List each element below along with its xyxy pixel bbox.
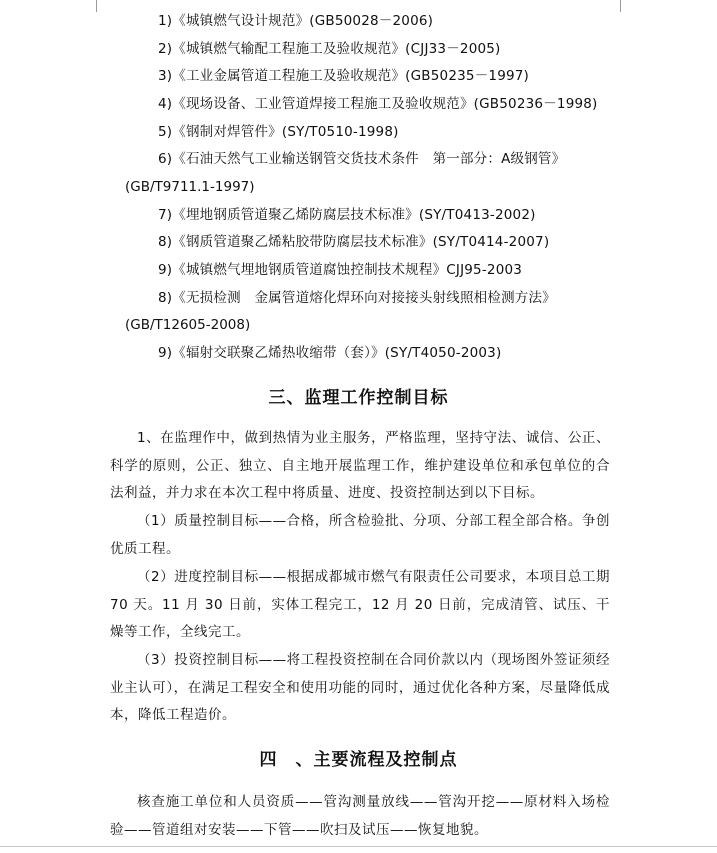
paragraph: （3）投资控制目标——将工程投资控制在合同价款以内（现场图外签证须经业主认可），在满足工程安全和使用功能的同时，通过优化各种方案，尽量降低成本，降低工程造价。 [110, 652, 610, 723]
list-item-number: 9) [158, 262, 173, 278]
list-item-number: 8) [158, 290, 173, 306]
list-item-text: 《城镇燃气输配工程施工及验收规范》(CJJ33－2005) [172, 41, 501, 57]
paragraph: （1）质量控制目标——合格，所含检验批、分项、分部工程全部合格。争创优质工程。 [110, 513, 610, 557]
section-heading: 四 、主要流程及控制点 [259, 750, 458, 770]
list-item [158, 39, 501, 59]
list-item-number: 1) [158, 13, 173, 29]
list-item-number: 4) [158, 96, 173, 112]
list-item [158, 122, 399, 142]
list-item [158, 288, 556, 308]
list-item-number: 3) [158, 68, 173, 84]
list-item-number: 5) [158, 124, 173, 140]
list-item-number: 2) [158, 41, 173, 57]
list-item [158, 343, 501, 363]
list-item-number: 7) [158, 207, 173, 223]
list-item-text: 《钢质管道聚乙烯粘胶带防腐层技术标准》(SY/T0414-2007) [172, 234, 550, 250]
list-item [158, 149, 565, 169]
list-item-text: 《工业金属管道工程施工及验收规范》(GB50235－1997) [172, 68, 530, 84]
list-item [158, 260, 522, 280]
list-item-text: 《埋地钢质管道聚乙烯防腐层技术标准》(SY/T0413-2002) [172, 207, 536, 223]
list-item [158, 66, 529, 86]
list-item-continuation: (GB/T9711.1-1997) [125, 179, 255, 195]
list-item-text: 《城镇燃气埋地钢质管道腐蚀控制技术规程》CJJ95-2003 [172, 262, 523, 278]
list-item-number: 9) [158, 345, 173, 361]
list-item-text: 《城镇燃气设计规范》(GB50028－2006) [172, 13, 434, 29]
page-bottom-divider [0, 846, 717, 847]
section-heading: 三、监理工作控制目标 [268, 388, 449, 408]
list-item-continuation: (GB/T12605-2008) [125, 317, 251, 333]
paragraph: 核查施工单位和人员资质——管沟测量放线——管沟开挖——原材料入场检验——管道组对安装——下管——吹扫及试压——恢复地貌。 [110, 794, 610, 838]
paragraph: （2）进度控制目标——根据成都城市燃气有限责任公司要求，本项目总工期 70 天。11 月 30 日前，实体工程完工，12 月 20 日前，完成清管、试压、干燥等工作，全线完工。 [110, 569, 610, 640]
crop-mark-top-right [620, 0, 633, 12]
list-item-text: 《钢制对焊管件》(SY/T0510-1998) [172, 124, 399, 140]
list-item-text: 《石油天然气工业输送钢管交货技术条件 第一部分：A级钢管》 [172, 151, 566, 167]
list-item [158, 11, 433, 31]
list-item [158, 94, 598, 114]
list-item-number: 6) [158, 151, 173, 167]
list-item [158, 205, 536, 225]
list-item-text: 《现场设备、工业管道焊接工程施工及验收规范》(GB50236－1998) [172, 96, 598, 112]
paragraph: 1、在监理作中，做到热情为业主服务，严格监理，坚持守法、诚信、公正、科学的原则，公正、独立、自主地开展监理工作，维护建设单位和承包单位的合法利益，并力求在本次工程中将质量、进度、投资控制达到以下目标。 [110, 430, 610, 501]
list-item-text: 《辐射交联聚乙烯热收缩带（套）》(SY/T4050-2003) [172, 345, 502, 361]
list-item-number: 8) [158, 234, 173, 250]
list-item [158, 232, 549, 252]
list-item-text: 《无损检测 金属管道熔化焊环向对接接头射线照相检测方法》 [172, 290, 556, 306]
crop-mark-top-left [84, 0, 97, 12]
